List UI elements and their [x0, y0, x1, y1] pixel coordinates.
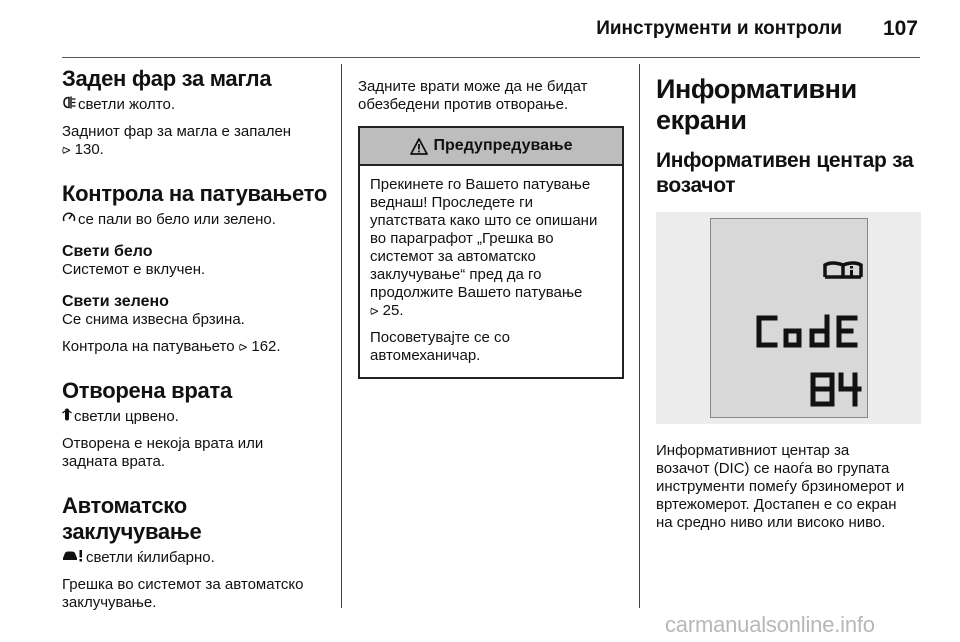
column-divider-1	[341, 64, 342, 608]
cruise-green-text: Се снима извесна брзина.	[62, 311, 245, 328]
cruise-control-ref[interactable]: Контрола на патувањето ⪧ 162.	[62, 338, 330, 356]
cruise-control-icon	[62, 211, 76, 229]
fog-light-heading: Заден фар за магла	[62, 66, 272, 91]
auto-lock-heading: Автоматско заклучување	[62, 493, 202, 544]
column-divider-2	[639, 64, 640, 608]
warning-header	[360, 128, 622, 166]
door-open-text-1: Отворена е некоја врата или	[62, 435, 264, 452]
rear-door-note-1: Задните врати може да не бидат	[358, 78, 588, 95]
warning-body	[360, 166, 622, 377]
warning-advice-2: автомеханичар.	[370, 347, 481, 364]
warning-advice-1: Посоветувајте се со	[370, 329, 511, 346]
column-left	[62, 66, 330, 612]
auto-lock-text-1: Грешка во системот за автоматско	[62, 576, 304, 593]
header-divider	[62, 57, 920, 58]
door-open-heading: Отворена врата	[62, 378, 232, 403]
warning-line: упатствата како што се опишани	[370, 212, 598, 229]
dic-desc-line: возачот (DIC) се наоѓа во групата	[656, 460, 890, 477]
dic-heading: Информативен центар за возачот	[656, 149, 914, 197]
fog-light-text: Задниот фар за магла е запален	[62, 123, 292, 140]
cruise-green-heading: Свети зелено	[62, 293, 169, 310]
door-open-icon	[62, 408, 72, 426]
rear-fog-light-icon	[62, 96, 76, 114]
warning-line: заклучување“ пред да го	[370, 266, 542, 283]
warning-line: веднаш! Проследете ги	[370, 194, 533, 211]
warning-box	[358, 126, 624, 379]
warning-line: продолжите Вашето патување	[370, 284, 583, 301]
warning-triangle-icon	[410, 138, 428, 155]
page-number: 107	[882, 17, 918, 40]
page-ref-icon	[62, 141, 75, 158]
warning-title: Предупредување	[433, 137, 573, 154]
page-header-title: Иинструменти и контроли	[596, 18, 842, 39]
warning-line: системот за автоматско	[370, 248, 536, 265]
rear-door-note-2: обезбедени против отворање.	[358, 96, 569, 113]
dic-lcd-screen	[710, 218, 868, 418]
warning-ref[interactable]: ⪧ 25.	[370, 302, 612, 320]
door-open-status: светли црвено.	[62, 408, 330, 426]
cruise-control-heading: Контрола на патувањето	[62, 181, 327, 206]
dic-display-image	[656, 212, 921, 424]
watermark: carmanualsonline.info	[665, 612, 875, 637]
page-ref-icon	[239, 338, 252, 355]
code-number-display	[813, 375, 859, 404]
warning-line: Прекинете го Вашето патување	[370, 176, 591, 193]
cruise-control-status: се пали во бело или зелено.	[62, 211, 330, 229]
fog-light-status: светли жолто.	[62, 96, 330, 114]
info-displays-heading: Информативни екрани	[656, 74, 857, 135]
fog-light-ref[interactable]: ⪧ 130.	[62, 141, 330, 159]
cruise-white-heading: Свети бело	[62, 243, 153, 260]
auto-lock-status: светли ќилибарно.	[62, 549, 330, 567]
auto-lock-fault-icon	[62, 549, 84, 567]
cruise-white-text: Системот е вклучен.	[62, 261, 206, 278]
door-open-text-2: задната врата.	[62, 453, 166, 470]
dic-desc-line: на средно ниво или високо ниво.	[656, 514, 886, 531]
column-right	[656, 74, 924, 532]
warning-line: во параграфот „Грешка во	[370, 230, 554, 247]
manual-book-icon	[825, 263, 861, 277]
dic-desc-line: Информативниот центар за	[656, 442, 850, 459]
auto-lock-text-2: заклучување.	[62, 594, 157, 611]
page-ref-icon	[370, 302, 383, 319]
dic-desc-line: вртежомерот. Достапен е со екран	[656, 496, 897, 513]
dic-desc-line: инструменти помеѓу брзиномерот и	[656, 478, 905, 495]
column-middle	[358, 78, 624, 379]
code-text-display	[759, 317, 855, 345]
